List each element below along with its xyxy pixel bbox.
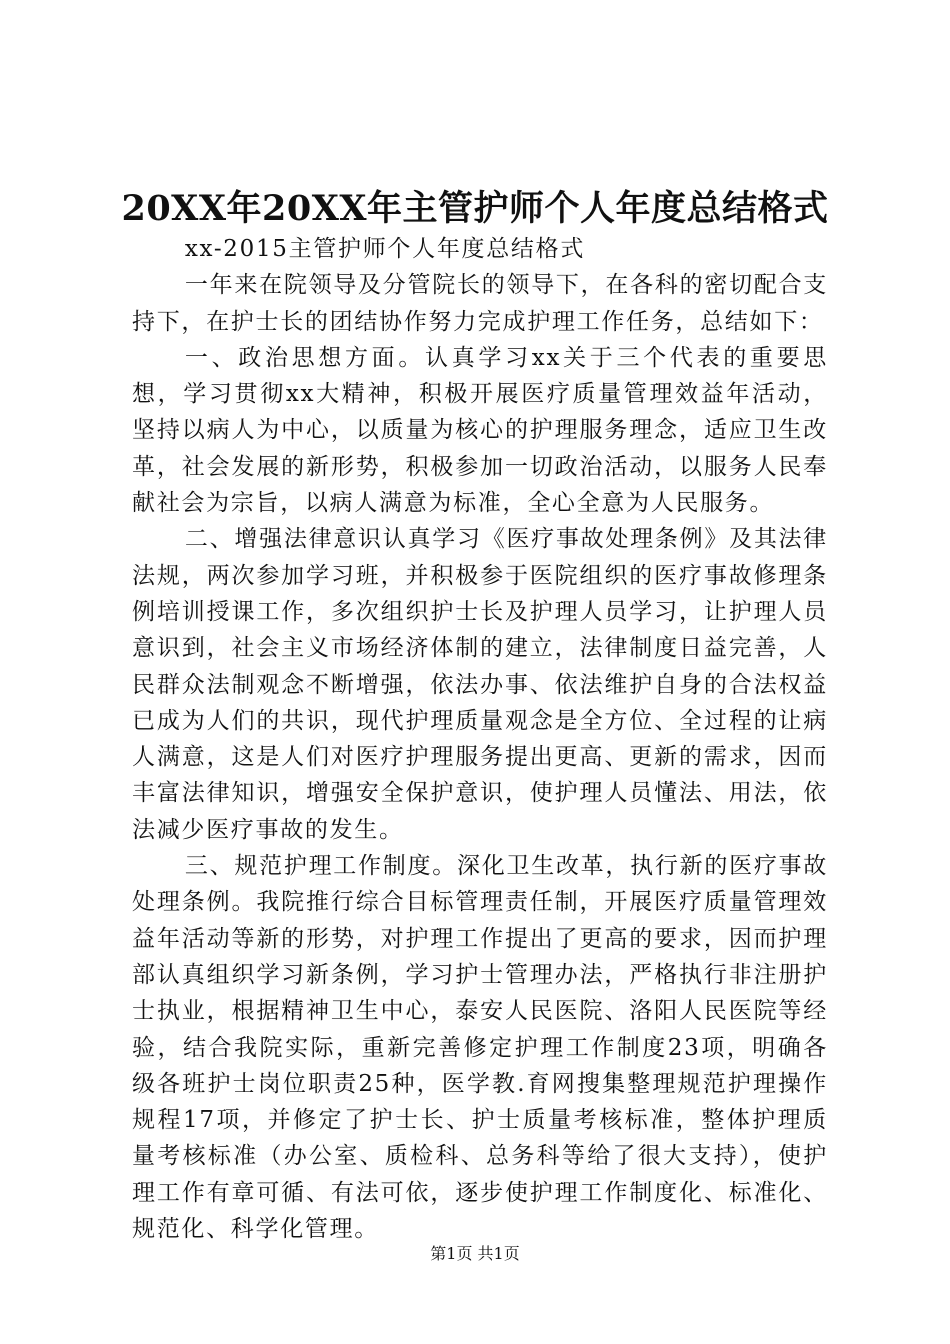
page-footer: 第1页 共1页 [430,1244,520,1263]
nursing-system-paragraph: 三、规范护理工作制度。深化卫生改革，执行新的医疗事故处理条例。我院推行综合目标管理责任制，开展医疗质量管理效益年活动等新的形势，对护理工作提出了更高的要求，因而护理部认真组织学习新条例，学习护士管理办法，严格执行非注册护士执业，根据精神卫生中心，泰安人民医院、洛阳人民医院等经验，结合我院实际，重新完善修定护理工作制度23项，明确各级各班护士岗位职责25种，医学教.育网搜集整理规范护理操作规程17项，并修定了护士长、护士质量考核标准，整体护理质量考核标准（办公室、质检科、总务科等给了很大支持），使护理工作有章可循、有法可依，逐步使护理工作制度化、标准化、规范化、科学化管理。 [132,853,828,1243]
document-body [132,231,828,1247]
subtitle-paragraph: xx-2015主管护师个人年度总结格式 [184,236,586,262]
legal-awareness-paragraph: 二、增强法律意识认真学习《医疗事故处理条例》及其法律法规，两次参加学习班，并积极参于医院组织的医疗事故修理条例培训授课工作，多次组织护士长及护理人员学习，让护理人员意识到，社会主义市场经济体制的建立，法律制度日益完善，人民群众法制观念不断增强，依法办事、依法维护自身的合法权益已成为人们的共识，现代护理质量观念是全方位、全过程的让病人满意，这是人们对医疗护理服务提出更高、更新的需求，因而丰富法律知识，增强安全保护意识，使护理人员懂法、用法，依法减少医疗事故的发生。 [132,526,828,843]
document-title: 20XX年20XX年主管护师个人年度总结格式 [121,188,829,229]
political-thought-paragraph: 一、政治思想方面。认真学习xx关于三个代表的重要思想，学习贯彻xx大精神，积极开展医疗质量管理效益年活动，坚持以病人为中心，以质量为核心的护理服务理念，适应卫生改革，社会发展的新形势，积极参加一切政治活动，以服务人民奉献社会为宗旨，以病人满意为标准，全心全意为人民服务。 [132,344,828,517]
intro-paragraph: 一年来在院领导及分管院长的领导下，在各科的密切配合支持下，在护士长的团结协作努力完成护理工作任务，总结如下： [132,272,828,335]
